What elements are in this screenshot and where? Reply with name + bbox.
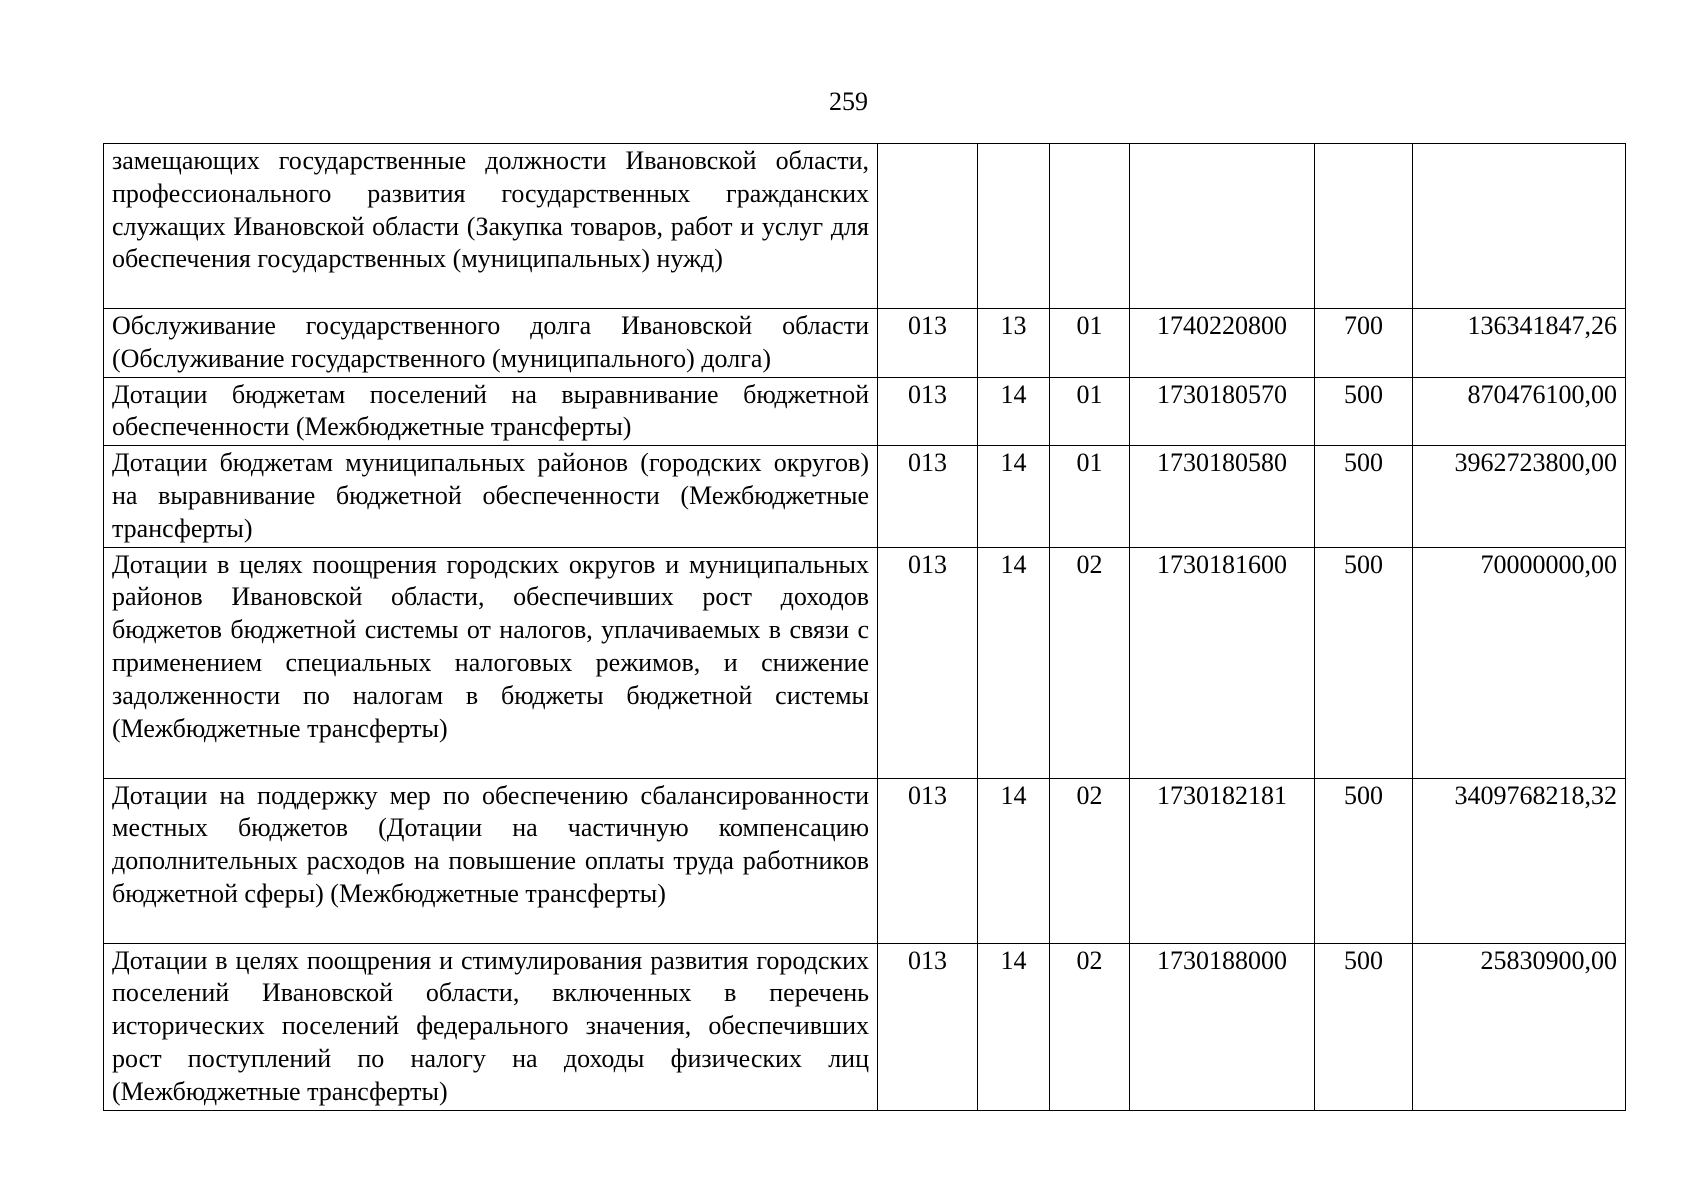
ministry-code: 013 — [878, 309, 978, 378]
subsection-code: 02 — [1050, 547, 1130, 778]
table-row — [104, 144, 1626, 309]
subsection-code: 01 — [1050, 309, 1130, 378]
target-article-code: 1730188000 — [1130, 943, 1315, 1110]
table-row — [104, 547, 1626, 778]
target-article-code: 1730182181 — [1130, 778, 1315, 943]
expense-type-code: 500 — [1315, 778, 1413, 943]
ministry-code: 013 — [878, 778, 978, 943]
row-description: Дотации в целях поощрения и стимулирования развития городских поселений Ивановской области, включенных в перечень исторических поселений федерального значения, обеспечивших рост поступлений по налогу на доходы физических лиц (Межбюджетные трансферты) — [104, 943, 878, 1110]
ministry-code: 013 — [878, 547, 978, 778]
amount-value — [1413, 144, 1626, 309]
subsection-code: 01 — [1050, 446, 1130, 547]
subsection-code: 02 — [1050, 943, 1130, 1110]
amount-value: 3962723800,00 — [1413, 446, 1626, 547]
section-code: 14 — [978, 778, 1050, 943]
expense-type-code: 500 — [1315, 446, 1413, 547]
subsection-code: 01 — [1050, 377, 1130, 446]
row-description: Дотации бюджетам поселений на выравнивание бюджетной обеспеченности (Межбюджетные трансферты) — [104, 377, 878, 446]
budget-table — [103, 143, 1626, 1111]
target-article-code — [1130, 144, 1315, 309]
section-code — [978, 144, 1050, 309]
target-article-code: 1730180570 — [1130, 377, 1315, 446]
section-code: 14 — [978, 377, 1050, 446]
target-article-code: 1730181600 — [1130, 547, 1315, 778]
row-description: Обслуживание государственного долга Ивановской области (Обслуживание государственного (муниципального) долга) — [104, 309, 878, 378]
table-row — [104, 446, 1626, 547]
amount-value: 136341847,26 — [1413, 309, 1626, 378]
table-row — [104, 377, 1626, 446]
target-article-code: 1730180580 — [1130, 446, 1315, 547]
subsection-code: 02 — [1050, 778, 1130, 943]
amount-value: 25830900,00 — [1413, 943, 1626, 1110]
section-code: 14 — [978, 446, 1050, 547]
row-description: Дотации в целях поощрения городских округов и муниципальных районов Ивановской области, обеспечивших рост доходов бюджетов бюджетной системы от налогов, уплачиваемых в связи с применением специальных налоговых режимов, и снижение задолженности по налогам в бюджеты бюджетной системы (Межбюджетные трансферты) — [104, 547, 878, 778]
section-code: 14 — [978, 547, 1050, 778]
ministry-code: 013 — [878, 943, 978, 1110]
ministry-code: 013 — [878, 446, 978, 547]
table-row — [104, 943, 1626, 1110]
section-code: 14 — [978, 943, 1050, 1110]
expense-type-code: 500 — [1315, 547, 1413, 778]
table-row — [104, 309, 1626, 378]
row-description: Дотации на поддержку мер по обеспечению сбалансированности местных бюджетов (Дотации на частичную компенсацию дополнительных расходов на повышение оплаты труда работников бюджетной сферы) (Межбюджетные трансферты) — [104, 778, 878, 943]
subsection-code — [1050, 144, 1130, 309]
amount-value: 870476100,00 — [1413, 377, 1626, 446]
amount-value: 3409768218,32 — [1413, 778, 1626, 943]
expense-type-code: 700 — [1315, 309, 1413, 378]
amount-value: 70000000,00 — [1413, 547, 1626, 778]
ministry-code — [878, 144, 978, 309]
ministry-code: 013 — [878, 377, 978, 446]
row-description: замещающих государственные должности Ивановской области, профессионального развития государственных гражданских служащих Ивановской области (Закупка товаров, работ и услуг для обеспечения государственных (муниципальных) нужд) — [104, 144, 878, 309]
row-description: Дотации бюджетам муниципальных районов (городских округов) на выравнивание бюджетной обеспеченности (Межбюджетные трансферты) — [104, 446, 878, 547]
table-row — [104, 778, 1626, 943]
page-number: 259 — [829, 87, 868, 116]
target-article-code: 1740220800 — [1130, 309, 1315, 378]
expense-type-code — [1315, 144, 1413, 309]
expense-type-code: 500 — [1315, 943, 1413, 1110]
section-code: 13 — [978, 309, 1050, 378]
expense-type-code: 500 — [1315, 377, 1413, 446]
